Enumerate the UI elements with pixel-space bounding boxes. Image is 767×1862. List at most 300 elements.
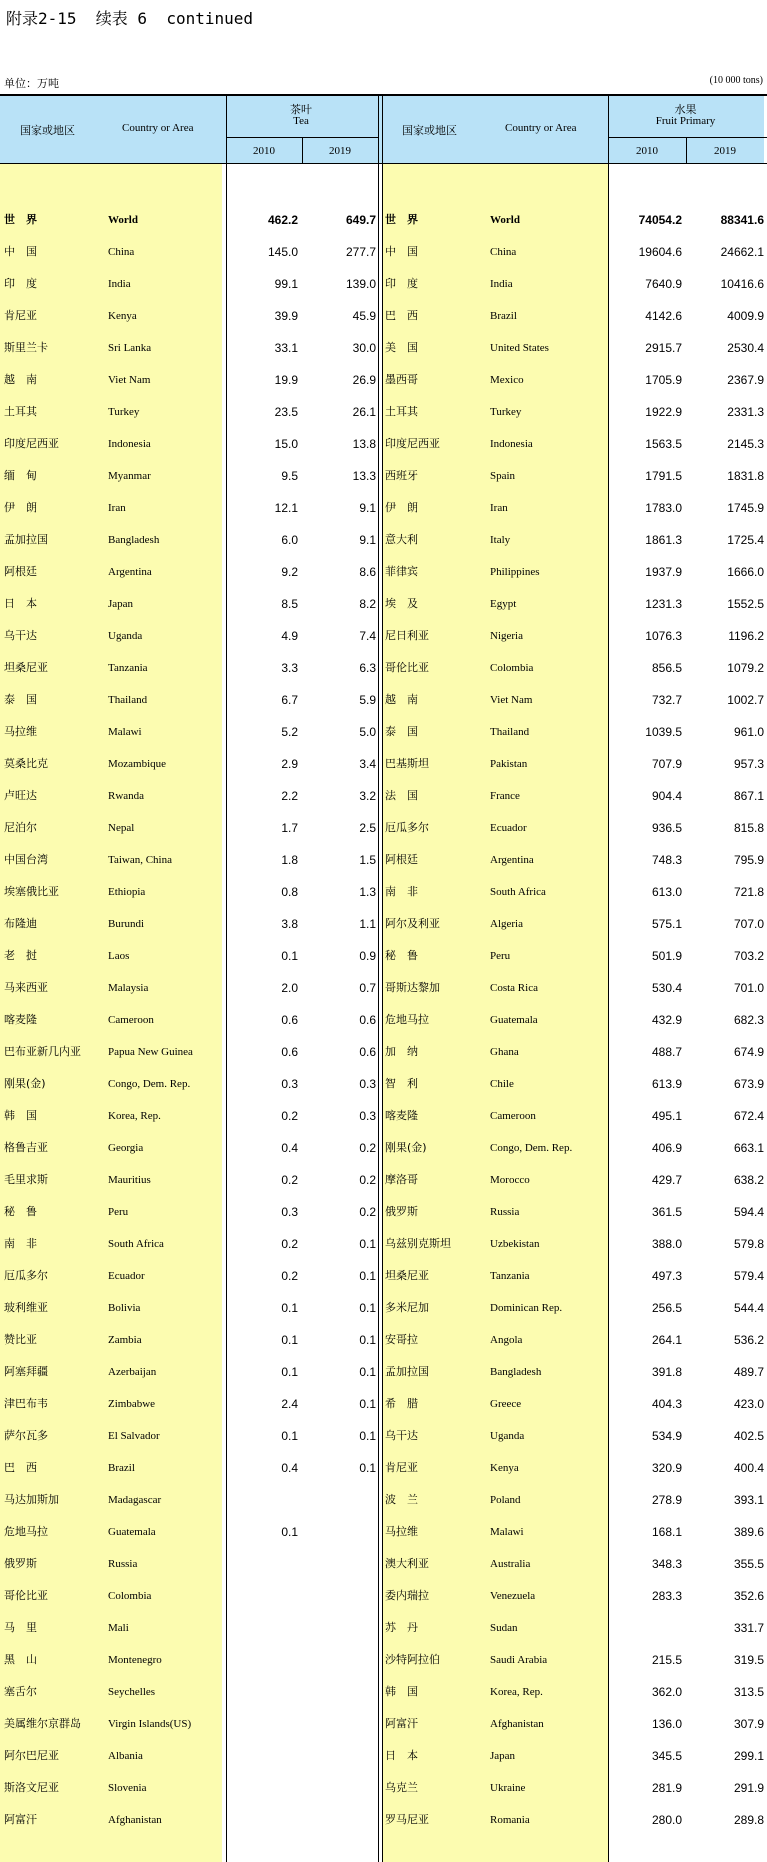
country-en-right: United States bbox=[490, 342, 549, 354]
fruit-2019-value: 815.8 bbox=[733, 821, 764, 835]
country-zh-left: 莫桑比克 bbox=[4, 757, 48, 770]
table-row bbox=[0, 1493, 767, 1525]
fruit-2010-value: 495.1 bbox=[651, 1109, 682, 1123]
table-row bbox=[0, 1621, 767, 1653]
tea-2019-value: 0.2 bbox=[359, 1173, 376, 1187]
table-row bbox=[0, 1813, 767, 1845]
country-zh-right: 刚果(金) bbox=[385, 1141, 427, 1154]
country-zh-left: 坦桑尼亚 bbox=[4, 661, 48, 674]
header-group-en-right: Fruit Primary bbox=[655, 115, 716, 127]
country-zh-right: 印度尼西亚 bbox=[385, 437, 440, 450]
table-row bbox=[0, 1461, 767, 1493]
country-en-right: Congo, Dem. Rep. bbox=[490, 1142, 573, 1154]
fruit-2010-value: 1783.0 bbox=[645, 501, 682, 515]
table-top-rule bbox=[0, 94, 767, 96]
fruit-2019-value: 2530.4 bbox=[727, 341, 764, 355]
country-en-right: France bbox=[490, 790, 520, 802]
tea-2019-value: 8.2 bbox=[359, 597, 376, 611]
country-zh-left: 赞比亚 bbox=[4, 1333, 37, 1346]
fruit-2019-value: 867.1 bbox=[733, 789, 764, 803]
table-row bbox=[0, 277, 767, 309]
fruit-2019-value: 88341.6 bbox=[720, 213, 764, 227]
fruit-2010-value: 19604.6 bbox=[638, 245, 682, 259]
country-zh-right: 孟加拉国 bbox=[385, 1365, 429, 1378]
tea-2019-value: 0.1 bbox=[359, 1269, 376, 1283]
fruit-2019-value: 1725.4 bbox=[727, 533, 764, 547]
fruit-2019-value: 703.2 bbox=[733, 949, 764, 963]
country-en-right: Thailand bbox=[490, 726, 530, 738]
country-en-left: Indonesia bbox=[108, 438, 151, 450]
table-row bbox=[0, 981, 767, 1013]
country-en-left: El Salvador bbox=[108, 1430, 160, 1442]
country-zh-left: 乌干达 bbox=[4, 629, 37, 642]
country-en-left: World bbox=[108, 214, 138, 226]
table-row bbox=[0, 821, 767, 853]
country-en-right: Chile bbox=[490, 1078, 514, 1090]
country-zh-left: 阿塞拜疆 bbox=[4, 1365, 48, 1378]
country-zh-right: 委内瑞拉 bbox=[385, 1589, 429, 1602]
header-year-2010-right: 2010 bbox=[636, 145, 658, 157]
tea-2010-value: 0.1 bbox=[281, 1301, 298, 1315]
country-en-left: Argentina bbox=[108, 566, 152, 578]
country-zh-left: 肯尼亚 bbox=[4, 309, 37, 322]
country-en-right: Dominican Rep. bbox=[490, 1302, 563, 1314]
country-zh-right: 希 腊 bbox=[385, 1397, 418, 1410]
fruit-2019-value: 389.6 bbox=[733, 1525, 764, 1539]
fruit-2019-value: 313.5 bbox=[733, 1685, 764, 1699]
tea-2010-value bbox=[226, 1621, 298, 1653]
country-en-left: Georgia bbox=[108, 1142, 144, 1154]
country-zh-right: 阿根廷 bbox=[385, 853, 418, 866]
fruit-2010-value: 281.9 bbox=[651, 1781, 682, 1795]
country-zh-right: 罗马尼亚 bbox=[385, 1813, 429, 1826]
country-zh-left: 阿根廷 bbox=[4, 565, 37, 578]
table-row bbox=[0, 1429, 767, 1461]
country-en-left: Brazil bbox=[108, 1462, 135, 1474]
country-en-left: Virgin Islands(US) bbox=[108, 1718, 192, 1730]
country-zh-left: 马来西亚 bbox=[4, 981, 48, 994]
country-en-left: Malawi bbox=[108, 726, 142, 738]
country-en-right: Morocco bbox=[490, 1174, 530, 1186]
country-zh-left: 越 南 bbox=[4, 373, 37, 386]
table-row bbox=[0, 1269, 767, 1301]
table-row bbox=[0, 565, 767, 597]
fruit-2019-value: 423.0 bbox=[733, 1397, 764, 1411]
country-zh-right: 摩洛哥 bbox=[385, 1173, 418, 1186]
tea-2010-value: 0.2 bbox=[281, 1173, 298, 1187]
table-row bbox=[0, 949, 767, 981]
country-en-left: Myanmar bbox=[108, 470, 151, 482]
country-zh-left: 塞舌尔 bbox=[4, 1685, 37, 1698]
table-row bbox=[0, 1653, 767, 1685]
tea-2019-value: 0.3 bbox=[359, 1109, 376, 1123]
tea-2019-value: 1.5 bbox=[359, 853, 376, 867]
tea-2019-value: 9.1 bbox=[359, 501, 376, 515]
country-en-left: Peru bbox=[108, 1206, 129, 1218]
country-en-left: Mali bbox=[108, 1622, 129, 1634]
country-zh-right: 阿富汗 bbox=[385, 1717, 418, 1730]
country-zh-right: 南 非 bbox=[385, 885, 418, 898]
table-row bbox=[0, 1333, 767, 1365]
country-zh-left: 世 界 bbox=[4, 213, 37, 226]
table-row bbox=[0, 725, 767, 757]
tea-2010-value: 145.0 bbox=[267, 245, 298, 259]
country-en-right: Peru bbox=[490, 950, 511, 962]
tea-2010-value: 9.5 bbox=[281, 469, 298, 483]
table-row bbox=[0, 693, 767, 725]
tea-2010-value bbox=[226, 1685, 298, 1717]
country-zh-right: 厄瓜多尔 bbox=[385, 821, 429, 834]
tea-2010-value: 2.9 bbox=[281, 757, 298, 771]
fruit-2010-value bbox=[608, 1621, 682, 1653]
fruit-2019-value: 594.4 bbox=[733, 1205, 764, 1219]
country-en-left: Burundi bbox=[108, 918, 145, 930]
table-row bbox=[0, 1685, 767, 1717]
table-row bbox=[0, 661, 767, 693]
year-divider-right bbox=[686, 138, 687, 164]
fruit-2010-value: 1861.3 bbox=[645, 533, 682, 547]
country-zh-right: 西班牙 bbox=[385, 469, 418, 482]
tea-2010-value: 1.8 bbox=[281, 853, 298, 867]
unit-label-zh: 单位：万吨 bbox=[4, 77, 59, 90]
country-en-left: Thailand bbox=[108, 694, 148, 706]
country-zh-left: 韩 国 bbox=[4, 1109, 37, 1122]
country-zh-left: 马达加斯加 bbox=[4, 1493, 59, 1506]
country-zh-right: 埃 及 bbox=[385, 597, 418, 610]
country-en-left: Congo, Dem. Rep. bbox=[108, 1078, 191, 1090]
tea-2010-value: 0.4 bbox=[281, 1141, 298, 1155]
tea-2010-value bbox=[226, 1493, 298, 1525]
tea-2010-value: 3.8 bbox=[281, 917, 298, 931]
table-row bbox=[0, 1781, 767, 1813]
fruit-2010-value: 406.9 bbox=[651, 1141, 682, 1155]
tea-2010-value bbox=[226, 1749, 298, 1781]
tea-2019-value bbox=[302, 1653, 376, 1685]
country-zh-right: 坦桑尼亚 bbox=[385, 1269, 429, 1282]
tea-2010-value: 0.1 bbox=[281, 949, 298, 963]
country-en-left: China bbox=[108, 246, 135, 258]
table-row bbox=[0, 629, 767, 661]
country-zh-left: 老 挝 bbox=[4, 949, 37, 962]
country-zh-left: 中国台湾 bbox=[4, 853, 48, 866]
tea-2019-value bbox=[302, 1621, 376, 1653]
tea-2010-value: 0.8 bbox=[281, 885, 298, 899]
header-group-zh-left: 茶叶 bbox=[290, 103, 312, 116]
tea-2010-value bbox=[226, 1813, 298, 1845]
country-en-left: Ecuador bbox=[108, 1270, 145, 1282]
country-zh-right: 越 南 bbox=[385, 693, 418, 706]
header-year-2010-left: 2010 bbox=[253, 145, 275, 157]
fruit-2010-value: 488.7 bbox=[651, 1045, 682, 1059]
tea-2019-value: 0.2 bbox=[359, 1141, 376, 1155]
country-zh-left: 印 度 bbox=[4, 277, 37, 290]
table-row bbox=[0, 1749, 767, 1781]
tea-2010-value: 3.3 bbox=[281, 661, 298, 675]
country-en-left: Slovenia bbox=[108, 1782, 147, 1794]
country-en-right: Uzbekistan bbox=[490, 1238, 540, 1250]
tea-2010-value: 0.1 bbox=[281, 1429, 298, 1443]
tea-2010-value: 5.2 bbox=[281, 725, 298, 739]
tea-2019-value bbox=[302, 1717, 376, 1749]
country-zh-right: 沙特阿拉伯 bbox=[385, 1653, 440, 1666]
fruit-2010-value: 856.5 bbox=[651, 661, 682, 675]
country-en-left: Bangladesh bbox=[108, 534, 160, 546]
country-zh-left: 孟加拉国 bbox=[4, 533, 48, 546]
tea-2019-value bbox=[302, 1525, 376, 1557]
country-en-left: Malaysia bbox=[108, 982, 149, 994]
tea-2019-value: 0.1 bbox=[359, 1333, 376, 1347]
fruit-2010-value: 707.9 bbox=[651, 757, 682, 771]
table-row bbox=[0, 469, 767, 501]
country-en-right: Colombia bbox=[490, 662, 534, 674]
country-en-left: Mozambique bbox=[108, 758, 167, 770]
fruit-2010-value: 136.0 bbox=[651, 1717, 682, 1731]
country-en-right: Sudan bbox=[490, 1622, 518, 1634]
fruit-2019-value: 1745.9 bbox=[727, 501, 764, 515]
country-zh-right: 俄罗斯 bbox=[385, 1205, 418, 1218]
country-zh-left: 秘 鲁 bbox=[4, 1205, 37, 1218]
country-en-right: Bangladesh bbox=[490, 1366, 542, 1378]
tea-2019-value: 0.9 bbox=[359, 949, 376, 963]
country-en-right: Uganda bbox=[490, 1430, 525, 1442]
country-zh-left: 卢旺达 bbox=[4, 789, 37, 802]
tea-2010-value: 0.3 bbox=[281, 1077, 298, 1091]
table-row bbox=[0, 1045, 767, 1077]
tea-2010-value: 6.7 bbox=[281, 693, 298, 707]
fruit-2019-value: 1666.0 bbox=[727, 565, 764, 579]
country-en-left: Seychelles bbox=[108, 1686, 156, 1698]
country-en-left: Papua New Guinea bbox=[108, 1046, 193, 1058]
tea-2019-value: 13.3 bbox=[352, 469, 376, 483]
tea-2010-value: 8.5 bbox=[281, 597, 298, 611]
country-en-left: Albania bbox=[108, 1750, 143, 1762]
tea-2019-value: 26.1 bbox=[352, 405, 376, 419]
tea-2010-value bbox=[226, 1557, 298, 1589]
tea-2019-value: 5.0 bbox=[359, 725, 376, 739]
country-en-right: Saudi Arabia bbox=[490, 1654, 548, 1666]
country-zh-right: 阿尔及利亚 bbox=[385, 917, 440, 930]
country-zh-right: 肯尼亚 bbox=[385, 1461, 418, 1474]
country-zh-left: 埃塞俄比亚 bbox=[4, 885, 59, 898]
country-zh-left: 美属维尔京群岛 bbox=[4, 1717, 81, 1730]
country-en-left: Japan bbox=[108, 598, 134, 610]
tea-2019-value: 6.3 bbox=[359, 661, 376, 675]
tea-2010-value bbox=[226, 1781, 298, 1813]
fruit-2019-value: 2367.9 bbox=[727, 373, 764, 387]
country-en-left: Afghanistan bbox=[108, 1814, 162, 1826]
fruit-2019-value: 544.4 bbox=[733, 1301, 764, 1315]
tea-2019-value: 0.2 bbox=[359, 1205, 376, 1219]
fruit-2010-value: 732.7 bbox=[651, 693, 682, 707]
tea-2019-value: 5.9 bbox=[359, 693, 376, 707]
country-en-right: Kenya bbox=[490, 1462, 519, 1474]
country-en-left: Montenegro bbox=[108, 1654, 162, 1666]
country-en-right: Ukraine bbox=[490, 1782, 526, 1794]
country-zh-left: 阿富汗 bbox=[4, 1813, 37, 1826]
fruit-2010-value: 1791.5 bbox=[645, 469, 682, 483]
table-row bbox=[0, 405, 767, 437]
country-en-right: Angola bbox=[490, 1334, 523, 1346]
fruit-2010-value: 1563.5 bbox=[645, 437, 682, 451]
table-row bbox=[0, 245, 767, 277]
fruit-2010-value: 1076.3 bbox=[645, 629, 682, 643]
country-en-left: Mauritius bbox=[108, 1174, 151, 1186]
country-zh-right: 苏 丹 bbox=[385, 1621, 418, 1634]
country-zh-left: 伊 朗 bbox=[4, 501, 37, 514]
country-zh-left: 刚果(金) bbox=[4, 1077, 46, 1090]
country-en-right: Greece bbox=[490, 1398, 522, 1410]
table-row bbox=[0, 1237, 767, 1269]
country-zh-left: 巴布亚新几内亚 bbox=[4, 1045, 81, 1058]
country-zh-right: 美 国 bbox=[385, 341, 418, 354]
country-en-left: Sri Lanka bbox=[108, 342, 152, 354]
table-row bbox=[0, 1557, 767, 1589]
fruit-2019-value: 331.7 bbox=[733, 1621, 764, 1635]
country-zh-left: 萨尔瓦多 bbox=[4, 1429, 48, 1442]
country-en-left: Madagascar bbox=[108, 1494, 162, 1506]
country-en-right: Egypt bbox=[490, 598, 517, 610]
fruit-2010-value: 497.3 bbox=[651, 1269, 682, 1283]
tea-2010-value: 0.3 bbox=[281, 1205, 298, 1219]
tea-2019-value bbox=[302, 1749, 376, 1781]
country-en-right: Cameroon bbox=[490, 1110, 536, 1122]
tea-2019-value bbox=[302, 1589, 376, 1621]
country-en-right: Philippines bbox=[490, 566, 540, 578]
tea-2019-value: 26.9 bbox=[352, 373, 376, 387]
fruit-2010-value: 501.9 bbox=[651, 949, 682, 963]
fruit-2019-value: 2145.3 bbox=[727, 437, 764, 451]
country-zh-right: 乌兹别克斯坦 bbox=[385, 1237, 451, 1250]
country-en-left: South Africa bbox=[108, 1238, 164, 1250]
country-zh-right: 菲律宾 bbox=[385, 565, 418, 578]
fruit-2010-value: 256.5 bbox=[651, 1301, 682, 1315]
fruit-2019-value: 1831.8 bbox=[727, 469, 764, 483]
tea-2010-value: 0.2 bbox=[281, 1269, 298, 1283]
country-en-right: Mexico bbox=[490, 374, 524, 386]
country-en-right: South Africa bbox=[490, 886, 546, 898]
fruit-2010-value: 1922.9 bbox=[645, 405, 682, 419]
country-zh-right: 墨西哥 bbox=[385, 373, 418, 386]
tea-2010-value: 9.2 bbox=[281, 565, 298, 579]
country-zh-left: 日 本 bbox=[4, 597, 37, 610]
tea-2019-value: 0.1 bbox=[359, 1301, 376, 1315]
fruit-2019-value: 400.4 bbox=[733, 1461, 764, 1475]
country-zh-right: 马拉维 bbox=[385, 1525, 418, 1538]
country-zh-right: 日 本 bbox=[385, 1749, 418, 1762]
tea-2019-value: 9.1 bbox=[359, 533, 376, 547]
year-divider-left bbox=[302, 138, 303, 164]
table-row bbox=[0, 917, 767, 949]
fruit-2010-value: 345.5 bbox=[651, 1749, 682, 1763]
table-row bbox=[0, 1205, 767, 1237]
table-row bbox=[0, 1173, 767, 1205]
tea-2019-value: 1.3 bbox=[359, 885, 376, 899]
country-zh-left: 黑 山 bbox=[4, 1653, 37, 1666]
fruit-2010-value: 283.3 bbox=[651, 1589, 682, 1603]
fruit-2019-value: 402.5 bbox=[733, 1429, 764, 1443]
fruit-2019-value: 289.8 bbox=[733, 1813, 764, 1827]
fruit-2019-value: 307.9 bbox=[733, 1717, 764, 1731]
tea-2019-value: 3.2 bbox=[359, 789, 376, 803]
country-en-left: Taiwan, China bbox=[108, 854, 172, 866]
country-zh-right: 巴 西 bbox=[385, 309, 418, 322]
country-zh-right: 法 国 bbox=[385, 789, 418, 802]
tea-2010-value: 23.5 bbox=[274, 405, 298, 419]
fruit-2019-value: 24662.1 bbox=[720, 245, 764, 259]
country-zh-left: 泰 国 bbox=[4, 693, 37, 706]
fruit-2019-value: 1002.7 bbox=[727, 693, 764, 707]
country-zh-right: 澳大利亚 bbox=[385, 1557, 429, 1570]
country-en-left: Laos bbox=[108, 950, 130, 962]
header-sub-rule-right bbox=[608, 137, 767, 138]
fruit-2010-value: 1937.9 bbox=[645, 565, 682, 579]
country-en-left: Tanzania bbox=[108, 662, 148, 674]
table-row bbox=[0, 501, 767, 533]
country-zh-left: 土耳其 bbox=[4, 405, 37, 418]
country-en-right: Russia bbox=[490, 1206, 520, 1218]
fruit-2010-value: 362.0 bbox=[651, 1685, 682, 1699]
tea-2019-value: 13.8 bbox=[352, 437, 376, 451]
country-zh-right: 尼日利亚 bbox=[385, 629, 429, 642]
table-row bbox=[0, 597, 767, 629]
country-en-right: India bbox=[490, 278, 513, 290]
tea-2010-value: 12.1 bbox=[274, 501, 298, 515]
fruit-2019-value: 673.9 bbox=[733, 1077, 764, 1091]
table-row bbox=[0, 853, 767, 885]
country-zh-left: 津巴布韦 bbox=[4, 1397, 48, 1410]
table-row bbox=[0, 1109, 767, 1141]
country-zh-right: 乌干达 bbox=[385, 1429, 418, 1442]
country-en-right: Tanzania bbox=[490, 1270, 530, 1282]
fruit-2010-value: 4142.6 bbox=[645, 309, 682, 323]
fruit-2019-value: 1196.2 bbox=[728, 629, 764, 643]
fruit-2010-value: 613.0 bbox=[651, 885, 682, 899]
country-en-right: Costa Rica bbox=[490, 982, 538, 994]
country-zh-left: 印度尼西亚 bbox=[4, 437, 59, 450]
country-en-left: Nepal bbox=[108, 822, 135, 834]
country-en-left: Uganda bbox=[108, 630, 143, 642]
tea-2019-value: 649.7 bbox=[345, 213, 376, 227]
country-zh-left: 危地马拉 bbox=[4, 1525, 48, 1538]
tea-2019-value: 0.7 bbox=[359, 981, 376, 995]
tea-2019-value bbox=[302, 1685, 376, 1717]
tea-2010-value bbox=[226, 1589, 298, 1621]
table-row bbox=[0, 213, 767, 245]
fruit-2019-value: 663.1 bbox=[733, 1141, 764, 1155]
fruit-2010-value: 361.5 bbox=[651, 1205, 682, 1219]
fruit-2010-value: 74054.2 bbox=[638, 213, 682, 227]
tea-2010-value: 6.0 bbox=[281, 533, 298, 547]
fruit-2019-value: 393.1 bbox=[733, 1493, 764, 1507]
header-bottom-rule bbox=[0, 163, 767, 164]
country-zh-right: 波 兰 bbox=[385, 1493, 418, 1506]
country-en-right: Poland bbox=[490, 1494, 521, 1506]
fruit-2010-value: 280.0 bbox=[651, 1813, 682, 1827]
header-year-2019-left: 2019 bbox=[329, 145, 351, 157]
country-zh-left: 格鲁吉亚 bbox=[4, 1141, 48, 1154]
country-zh-right: 加 纳 bbox=[385, 1045, 418, 1058]
fruit-2019-value: 291.9 bbox=[733, 1781, 764, 1795]
country-en-right: Nigeria bbox=[490, 630, 523, 642]
tea-2010-value: 1.7 bbox=[281, 821, 298, 835]
fruit-2019-value: 961.0 bbox=[733, 725, 764, 739]
tea-2010-value bbox=[226, 1653, 298, 1685]
country-zh-left: 哥伦比亚 bbox=[4, 1589, 48, 1602]
country-en-right: Italy bbox=[490, 534, 511, 546]
country-zh-right: 多米尼加 bbox=[385, 1301, 429, 1314]
table-row bbox=[0, 373, 767, 405]
fruit-2010-value: 7640.9 bbox=[645, 277, 682, 291]
